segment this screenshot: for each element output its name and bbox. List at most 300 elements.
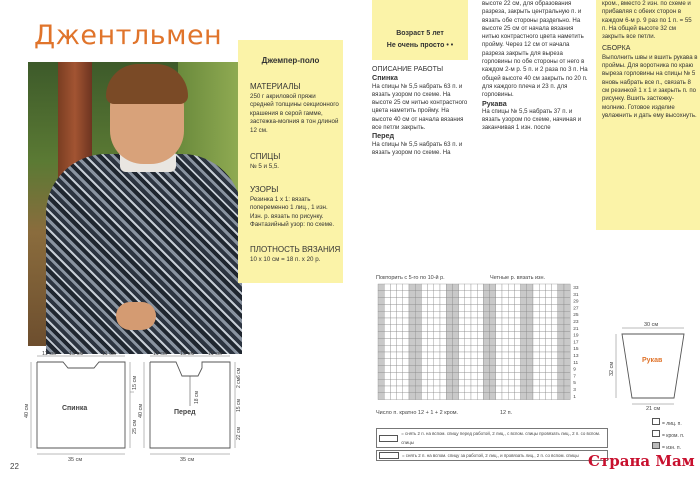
chart-cell	[490, 393, 496, 400]
chart-cell	[502, 325, 508, 332]
chart-cell	[496, 393, 502, 400]
front-schematic	[138, 348, 250, 463]
back-schematic	[22, 348, 138, 463]
chart-cell	[477, 284, 483, 291]
chart-cell	[415, 372, 421, 379]
chart-cell	[533, 318, 539, 325]
chart-cell	[477, 332, 483, 339]
chart-cell	[440, 352, 446, 359]
chart-cell	[440, 359, 446, 366]
chart-cell	[564, 291, 570, 298]
chart-cell	[471, 379, 477, 386]
chart-cell	[471, 345, 477, 352]
legend-edge: = кром. п.	[662, 433, 685, 439]
chart-cell	[465, 379, 471, 386]
chart-cell	[502, 291, 508, 298]
chart-cell	[428, 372, 434, 379]
chart-cell	[446, 332, 452, 339]
chart-cell	[558, 284, 564, 291]
chart-cell	[527, 359, 533, 366]
sleeves-heading: Рукава	[482, 98, 507, 108]
chart-cell	[545, 345, 551, 352]
chart-cell	[490, 304, 496, 311]
chart-cell	[527, 338, 533, 345]
chart-row-label: 3	[573, 388, 576, 393]
chart-cell	[496, 298, 502, 305]
chart-cell	[397, 291, 403, 298]
chart-cell	[477, 372, 483, 379]
chart-cell	[496, 291, 502, 298]
chart-cell	[459, 393, 465, 400]
chart-cell	[496, 352, 502, 359]
chart-cell	[409, 291, 415, 298]
chart-cell	[415, 284, 421, 291]
legend-cross-left: = снять 2 п. на вспом. спицу перед работой, 2 лиц., с вспом. спицы провязать лиц., 2 п. со вспом. спицы	[401, 431, 601, 445]
chart-cell	[552, 338, 558, 345]
chart-cell	[403, 291, 409, 298]
chart-cell	[508, 386, 514, 393]
chart-row-label: 13	[573, 354, 579, 359]
chart-cell	[552, 359, 558, 366]
chart-cell	[403, 352, 409, 359]
chart-cell	[527, 311, 533, 318]
chart-cell	[490, 291, 496, 298]
chart-cell	[539, 325, 545, 332]
chart-cell	[434, 332, 440, 339]
chart-cell	[409, 345, 415, 352]
chart-cell	[384, 379, 390, 386]
chart-cell	[459, 311, 465, 318]
chart-cell	[477, 345, 483, 352]
chart-cell	[545, 318, 551, 325]
chart-cell	[446, 379, 452, 386]
chart-cell	[502, 332, 508, 339]
difficulty-label: Не очень просто • •	[386, 42, 454, 49]
chart-cell	[428, 345, 434, 352]
chart-row-label: 23	[573, 320, 579, 325]
chart-cell	[415, 352, 421, 359]
chart-cell	[483, 332, 489, 339]
chart-cell	[390, 393, 396, 400]
chart-cell	[558, 345, 564, 352]
chart-cell	[552, 304, 558, 311]
chart-cell	[496, 304, 502, 311]
chart-cell	[490, 318, 496, 325]
chart-cell	[446, 325, 452, 332]
chart-cell	[508, 372, 514, 379]
chart-cell	[415, 332, 421, 339]
front-armhole: 15 см	[236, 399, 242, 412]
chart-cell	[514, 298, 520, 305]
chart-cell	[508, 338, 514, 345]
chart-cell	[452, 372, 458, 379]
chart-cell	[397, 284, 403, 291]
chart-cell	[397, 318, 403, 325]
chart-cell	[558, 325, 564, 332]
chart-cell	[514, 325, 520, 332]
chart-cell	[465, 291, 471, 298]
chart-cell	[471, 372, 477, 379]
chart-cell	[490, 284, 496, 291]
chart-cell	[465, 393, 471, 400]
chart-cell	[465, 325, 471, 332]
chart-cell	[397, 304, 403, 311]
chart-cell	[459, 379, 465, 386]
chart-cell	[378, 325, 384, 332]
chart-cell	[564, 393, 570, 400]
chart-cell	[521, 318, 527, 325]
chart-cell	[421, 352, 427, 359]
chart-cell	[502, 298, 508, 305]
chart-cell	[508, 304, 514, 311]
chart-cell	[459, 366, 465, 373]
chart-cell	[434, 304, 440, 311]
chart-cell	[483, 304, 489, 311]
chart-cell	[508, 393, 514, 400]
chart-cell	[409, 304, 415, 311]
chart-row-label: 21	[573, 326, 579, 332]
chart-cell	[384, 338, 390, 345]
chart-cell	[545, 298, 551, 305]
chart-cell	[545, 393, 551, 400]
model-name: Джемпер-поло	[261, 56, 320, 65]
chart-cell	[564, 304, 570, 311]
chart-cell	[428, 332, 434, 339]
chart-cell	[477, 311, 483, 318]
chart-cell	[378, 304, 384, 311]
chart-cell	[502, 318, 508, 325]
chart-cell	[428, 338, 434, 345]
chart-cell	[558, 386, 564, 393]
chart-cell	[490, 325, 496, 332]
chart-cell	[465, 366, 471, 373]
chart-cell	[403, 325, 409, 332]
chart-row-label: 9	[573, 367, 576, 373]
chart-cell	[440, 372, 446, 379]
chart-cell	[446, 338, 452, 345]
instructions-heading: ОПИСАНИЕ РАБОТЫ	[372, 66, 444, 73]
chart-cell	[477, 393, 483, 400]
chart-cell	[446, 366, 452, 373]
chart-cell	[490, 386, 496, 393]
chart-cell	[434, 379, 440, 386]
chart-cell	[428, 298, 434, 305]
chart-cell	[465, 345, 471, 352]
chart-cell	[552, 318, 558, 325]
chart-cell	[378, 366, 384, 373]
chart-cell	[527, 393, 533, 400]
chart-cell	[397, 366, 403, 373]
chart-cell	[446, 345, 452, 352]
chart-cell	[508, 359, 514, 366]
front-width-2: 13 см	[180, 351, 195, 357]
chart-cell	[558, 311, 564, 318]
chart-cell	[471, 291, 477, 298]
chart-cell	[564, 332, 570, 339]
needles-heading: СПИЦЫ	[250, 152, 281, 161]
chart-cell	[378, 298, 384, 305]
chart-cell	[564, 318, 570, 325]
back-label: Спинка	[62, 405, 88, 412]
chart-row-label: 11	[573, 360, 579, 366]
chart-cell	[440, 284, 446, 291]
chart-repeat-width: 12 п.	[500, 410, 513, 416]
chart-cell	[496, 386, 502, 393]
chart-cell	[533, 393, 539, 400]
chart-cell	[496, 379, 502, 386]
chart-cell	[496, 372, 502, 379]
chart-cell	[471, 352, 477, 359]
chart-cell	[471, 298, 477, 305]
chart-cell	[465, 386, 471, 393]
legend-purl: = изн. п.	[662, 445, 682, 451]
instructions-col-2	[482, 0, 590, 133]
chart-cell	[409, 325, 415, 332]
chart-cell	[483, 291, 489, 298]
chart-cell	[545, 379, 551, 386]
chart-cell	[558, 379, 564, 386]
chart-cell	[421, 304, 427, 311]
chart-cell	[459, 359, 465, 366]
chart-cell	[446, 393, 452, 400]
chart-cell	[514, 366, 520, 373]
chart-cell	[527, 325, 533, 332]
chart-cell	[397, 359, 403, 366]
chart-cell	[459, 298, 465, 305]
chart-cell	[496, 359, 502, 366]
chart-cell	[446, 372, 452, 379]
chart-cell	[539, 345, 545, 352]
chart-cell	[533, 298, 539, 305]
chart-cell	[483, 298, 489, 305]
chart-cell	[421, 345, 427, 352]
chart-cell	[508, 311, 514, 318]
chart-cell	[521, 345, 527, 352]
back-width-3: 11 см	[102, 351, 116, 357]
chart-cell	[384, 318, 390, 325]
back-width-1: 11 см	[42, 351, 56, 357]
chart-cell	[539, 311, 545, 318]
chart-cell	[409, 379, 415, 386]
chart-cell	[564, 311, 570, 318]
chart-cell	[452, 298, 458, 305]
chart-cell	[496, 311, 502, 318]
chart-cell	[452, 304, 458, 311]
chart-cell	[552, 393, 558, 400]
chart-cell	[459, 325, 465, 332]
chart-cell	[558, 304, 564, 311]
chart-cell	[397, 393, 403, 400]
chart-cell	[471, 338, 477, 345]
chart-cell	[502, 393, 508, 400]
chart-cell	[539, 298, 545, 305]
chart-cell	[459, 338, 465, 345]
chart-cell	[415, 359, 421, 366]
chart-cell	[440, 366, 446, 373]
chart-cell	[502, 304, 508, 311]
chart-cell	[558, 393, 564, 400]
chart-cell	[397, 372, 403, 379]
chart-cell	[521, 338, 527, 345]
chart-cell	[477, 386, 483, 393]
chart-cell	[440, 291, 446, 298]
chart-cell	[552, 345, 558, 352]
chart-cell	[490, 352, 496, 359]
chart-cell	[477, 325, 483, 332]
chart-cell	[533, 325, 539, 332]
chart-cell	[552, 284, 558, 291]
chart-cell	[539, 393, 545, 400]
chart-cell	[446, 298, 452, 305]
model-photo	[28, 62, 238, 346]
chart-cell	[527, 291, 533, 298]
chart-cell	[403, 379, 409, 386]
chart-cell	[502, 338, 508, 345]
chart-legend	[376, 428, 608, 461]
chart-cell	[527, 318, 533, 325]
chart-cell	[465, 372, 471, 379]
chart-cell	[421, 284, 427, 291]
chart-multiple-note: Число п. кратно 12 + 1 + 2 кром.	[376, 410, 459, 416]
chart-cell	[471, 393, 477, 400]
chart-cell	[558, 359, 564, 366]
chart-cell	[471, 332, 477, 339]
chart-cell	[378, 318, 384, 325]
chart-cell	[533, 311, 539, 318]
back-side: 25 см	[132, 419, 138, 434]
chart-cell	[539, 332, 545, 339]
chart-cell	[545, 338, 551, 345]
chart-cell	[490, 359, 496, 366]
chart-cell	[514, 332, 520, 339]
chart-cell	[514, 318, 520, 325]
chart-cell	[409, 393, 415, 400]
chart-cell	[514, 284, 520, 291]
sleeve-bottom: 21 см	[646, 406, 661, 412]
chart-cell	[533, 304, 539, 311]
chart-cell	[545, 352, 551, 359]
chart-cell	[409, 298, 415, 305]
chart-cell	[514, 372, 520, 379]
chart-cell	[521, 372, 527, 379]
chart-cell	[384, 284, 390, 291]
chart-cell	[397, 352, 403, 359]
chart-cell	[508, 291, 514, 298]
chart-cell	[471, 311, 477, 318]
chart-cell	[490, 311, 496, 318]
chart-cell	[421, 325, 427, 332]
chart-cell	[558, 291, 564, 298]
chart-cell	[483, 359, 489, 366]
front-slit: 18 см	[194, 391, 200, 404]
chart-cell	[390, 325, 396, 332]
chart-cell	[465, 338, 471, 345]
chart-cell	[452, 291, 458, 298]
chart-cell	[483, 311, 489, 318]
chart-row-label: 15	[573, 347, 579, 353]
chart-cell	[403, 298, 409, 305]
chart-cell	[446, 291, 452, 298]
assembly-panel	[596, 0, 700, 230]
chart-cell	[403, 393, 409, 400]
chart-cell	[558, 318, 564, 325]
chart-cell	[415, 304, 421, 311]
chart-cell	[409, 311, 415, 318]
chart-cell	[521, 379, 527, 386]
chart-cell	[378, 359, 384, 366]
chart-cell	[428, 359, 434, 366]
chart-cell	[403, 366, 409, 373]
chart-cell	[552, 366, 558, 373]
chart-cell	[471, 318, 477, 325]
chart-cell	[428, 325, 434, 332]
chart-cell	[533, 291, 539, 298]
back-heading: Спинка	[372, 73, 398, 83]
assembly-text: Выполнить швы и вшить рукава в проймы. Для воротника по краю выреза горловины на спицы № 5 вновь набрать все п., связать 8 см резинкой 1 х 1 и закрыть п. по рисунку. Вшить застежку-молнию. Готовое изделие увлажнить и дать ему высохнуть.	[602, 53, 698, 119]
chart-cell	[558, 352, 564, 359]
chart-cell	[539, 372, 545, 379]
chart-cell	[421, 311, 427, 318]
chart-cell	[483, 352, 489, 359]
chart-cell	[459, 284, 465, 291]
chart-cell	[521, 325, 527, 332]
chart-cell	[521, 366, 527, 373]
chart-cell	[428, 386, 434, 393]
chart-cell	[415, 291, 421, 298]
chart-cell	[533, 338, 539, 345]
chart-cell	[397, 325, 403, 332]
chart-cell	[465, 318, 471, 325]
chart-cell	[378, 379, 384, 386]
chart-cell	[434, 386, 440, 393]
chart-cell	[409, 359, 415, 366]
chart-cell	[539, 304, 545, 311]
chart-cell	[434, 298, 440, 305]
chart-cell	[564, 366, 570, 373]
chart-cell	[490, 372, 496, 379]
chart-cell	[390, 338, 396, 345]
chart-cell	[390, 284, 396, 291]
chart-cell	[390, 318, 396, 325]
chart-cell	[502, 359, 508, 366]
chart-cell	[490, 298, 496, 305]
chart-cell	[483, 284, 489, 291]
chart-cell	[545, 332, 551, 339]
chart-cell	[452, 284, 458, 291]
chart-cell	[459, 352, 465, 359]
chart-cell	[533, 332, 539, 339]
chart-cell	[415, 386, 421, 393]
chart-cell	[378, 338, 384, 345]
chart-cell	[421, 338, 427, 345]
chart-cell	[446, 284, 452, 291]
chart-cell	[539, 379, 545, 386]
chart-cell	[539, 352, 545, 359]
chart-cell	[384, 345, 390, 352]
patterns-heading: УЗОРЫ	[250, 185, 279, 194]
sleeve-top: 30 см	[644, 322, 659, 328]
chart-cell	[409, 386, 415, 393]
chart-cell	[403, 372, 409, 379]
chart-cell	[502, 366, 508, 373]
chart-cell	[415, 393, 421, 400]
difficulty-panel	[372, 0, 468, 60]
chart-cell	[421, 386, 427, 393]
chart-cell	[459, 386, 465, 393]
chart-cell	[397, 345, 403, 352]
chart-cell	[558, 338, 564, 345]
chart-cell	[521, 332, 527, 339]
